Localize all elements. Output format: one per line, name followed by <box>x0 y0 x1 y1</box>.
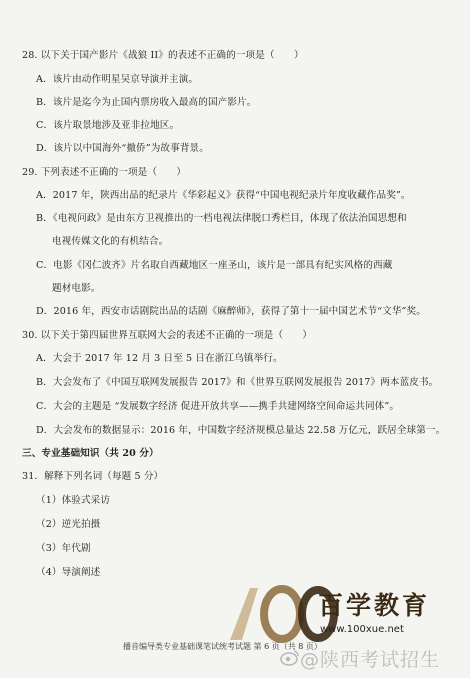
section-heading: 三、专业基础知识（共 20 分） <box>22 448 159 459</box>
question-31-item-3: （3）年代剧 <box>36 543 91 554</box>
question-28-option-a: A．该片由动作明星吴京导演并主演。 <box>36 74 199 85</box>
question-28-option-c: C．该片取景地涉及亚非拉地区。 <box>36 120 180 131</box>
question-29-stem: 29. 下列表述不正确的一项是（ ） <box>22 167 187 178</box>
question-30-option-a: A．大会于 2017 年 12 月 3 日至 5 日在浙江乌镇举行。 <box>36 353 283 364</box>
question-31-item-4: （4）导演阐述 <box>36 567 101 578</box>
question-29-option-b-cont: 电视传媒文化的有机结合。 <box>52 236 169 247</box>
question-28-option-b: B．该片是迄今为止国内票房收入最高的国产影片。 <box>36 97 257 108</box>
question-29-option-b: B．《电视问政》是由东方卫视推出的一档电视法律脱口秀栏目，体现了依法治国思想和 <box>36 213 407 224</box>
question-29-option-c: C．电影《冈仁波齐》片名取自西藏地区一座圣山，该片是一部具有纪实风格的西藏 <box>36 260 393 271</box>
question-30-option-b: B．大会发布了《中国互联网发展报告 2017》和《世界互联网发展报告 2017》两本蓝皮书。 <box>36 377 439 388</box>
question-29-option-d: D．2016 年，西安市话剧院出品的话剧《麻醉师》，获得了第十一届中国艺术节“文华”奖。 <box>36 306 426 317</box>
question-31-item-1: （1）体验式采访 <box>36 495 111 506</box>
question-29-option-a: A．2017 年，陕西出品的纪录片《华彩起义》获得“中国电视纪录片年度收藏作品奖”。 <box>36 190 411 201</box>
question-30-option-c: C．大会的主题是 “发展数字经济 促进开放共享——携手共建网络空间命运共同体”。 <box>36 401 400 412</box>
watermark-url: www.100xue.net <box>320 624 404 635</box>
page-footer: 播音编导类专业基础课笔试统考试题 第 6 页（共 8 页） <box>123 642 322 651</box>
question-28-stem: 28. 以下关于国产影片《战狼 II》的表述不正确的一项是（ ） <box>22 50 304 61</box>
question-30-option-d: D．大会发布的数据显示：2016 年，中国数字经济规模总量达 22.58 万亿元，跃居全球第一。 <box>36 425 446 436</box>
question-31-stem: 31．解释下列名词（每题 5 分） <box>22 471 164 482</box>
weibo-watermark: @陕西考试招生 <box>300 649 441 671</box>
question-28-option-d: D．该片以中国海外“撤侨”为故事背景。 <box>36 143 209 154</box>
watermark-brand: 百学教育 <box>318 591 431 620</box>
weibo-icon <box>280 648 300 666</box>
question-29-option-c-cont: 题材电影。 <box>52 283 101 294</box>
question-30-stem: 30. 以下关于第四届世界互联网大会的表述不正确的一项是（ ） <box>22 330 313 341</box>
question-31-item-2: （2）逆光拍摄 <box>36 519 101 530</box>
